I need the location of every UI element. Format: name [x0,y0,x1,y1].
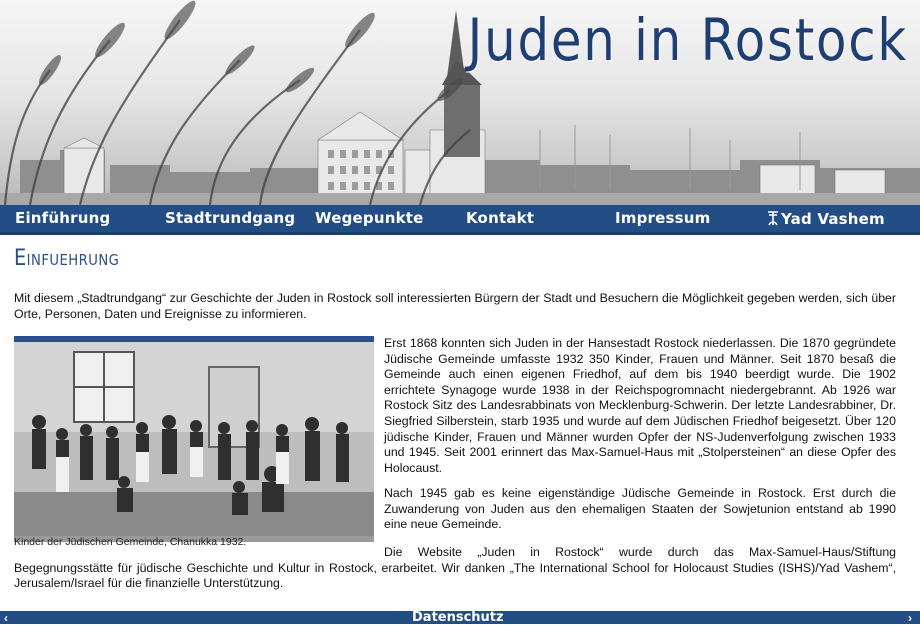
privacy-link[interactable]: Datenschutz [412,610,504,625]
historical-group-photo [14,336,374,542]
intro-paragraph: Mit diesem „Stadtrundgang“ zur Geschichte der Juden in Rostock soll interessierten Bürgern der Stadt und Besuchern die Möglichkeit gegeben werden, sich über Orte, Personen, Daten und Ereignisse zu informieren. [14,291,896,321]
acknowledgement-text: Die Website „Juden in Rostock“ wurde durch das Max-Samuel-Haus/Stiftung Begegnungsstätte für jüdische Geschichte und Kultur in Rostock, erarbeitet. Wir danken „The International School for Holocaust Studies (ISHS)/Yad Vashem“, Jerusalem/Israel für die finanzielle Unterstützung. [14,545,896,591]
children-group-photo-image [14,342,374,536]
nav-kontakt[interactable]: Kontakt [466,209,535,227]
acknowledgement-paragraph [14,545,896,592]
nav-stadtrundgang[interactable]: Stadtrundgang [165,209,296,227]
nav-impressum[interactable]: Impressum [615,209,711,227]
prev-arrow-icon[interactable]: ‹ [4,611,8,625]
next-arrow-icon[interactable]: › [908,611,912,625]
history-paragraph-2: Nach 1945 gab es keine eigenständige Jüdische Gemeinde in Rostock. Erst durch die Zuwanderung von Juden aus den ehemaligen Staaten der Sowjetunion entstand ab 1990 eine neue Gemeinde. [384,486,896,532]
nav-yad-vashem[interactable] [766,209,885,228]
yad-vashem-logo-icon [766,209,780,227]
site-title: Juden in Rostock [467,6,908,74]
footer-bar [0,611,920,624]
nav-wegepunkte[interactable]: Wegepunkte [315,209,424,227]
photo-caption: Kinder der Jüdischen Gemeinde, Chanukka 1932. [14,536,247,548]
nav-yad-vashem-label: Yad Vashem [781,210,885,228]
history-paragraph-1: Erst 1868 konnten sich Juden in der Hansestadt Rostock niederlassen. Die 1870 gegründete Jüdische Gemeinde umfasste 1932 350 Kinder, Frauen und Männer. Seit 1870 besaß die Gemeinde auch einen eigenen Friedhof, auf dem bis 1940 beerdigt wurde. Die 1902 errichtete Synagoge wurde 1938 in der Reichspogromnacht niedergebrannt. Ab 1926 war Rostock Sitz des Landesrabbinats von Mecklenburg-Schwerin. Der letzte Landesrabbiner, Dr. Siegfried Silberstein, starb 1935 und wurde auf dem Jüdischen Friedhof beigesetzt. Über 120 jüdische Kinder, Frauen und Männer wurden Opfer der NS-Judenverfolgung zwischen 1933 und 1945. Seit 2001 erinnert das Max-Samuel-Haus mit „Stolpersteinen“ an diese Opfer des Holocaust. [384,336,896,475]
nav-einfuehrung[interactable]: Einführung [15,209,111,227]
page-title: Einfuehrung [14,246,120,271]
main-navigation [0,205,920,235]
header-banner [0,0,920,205]
